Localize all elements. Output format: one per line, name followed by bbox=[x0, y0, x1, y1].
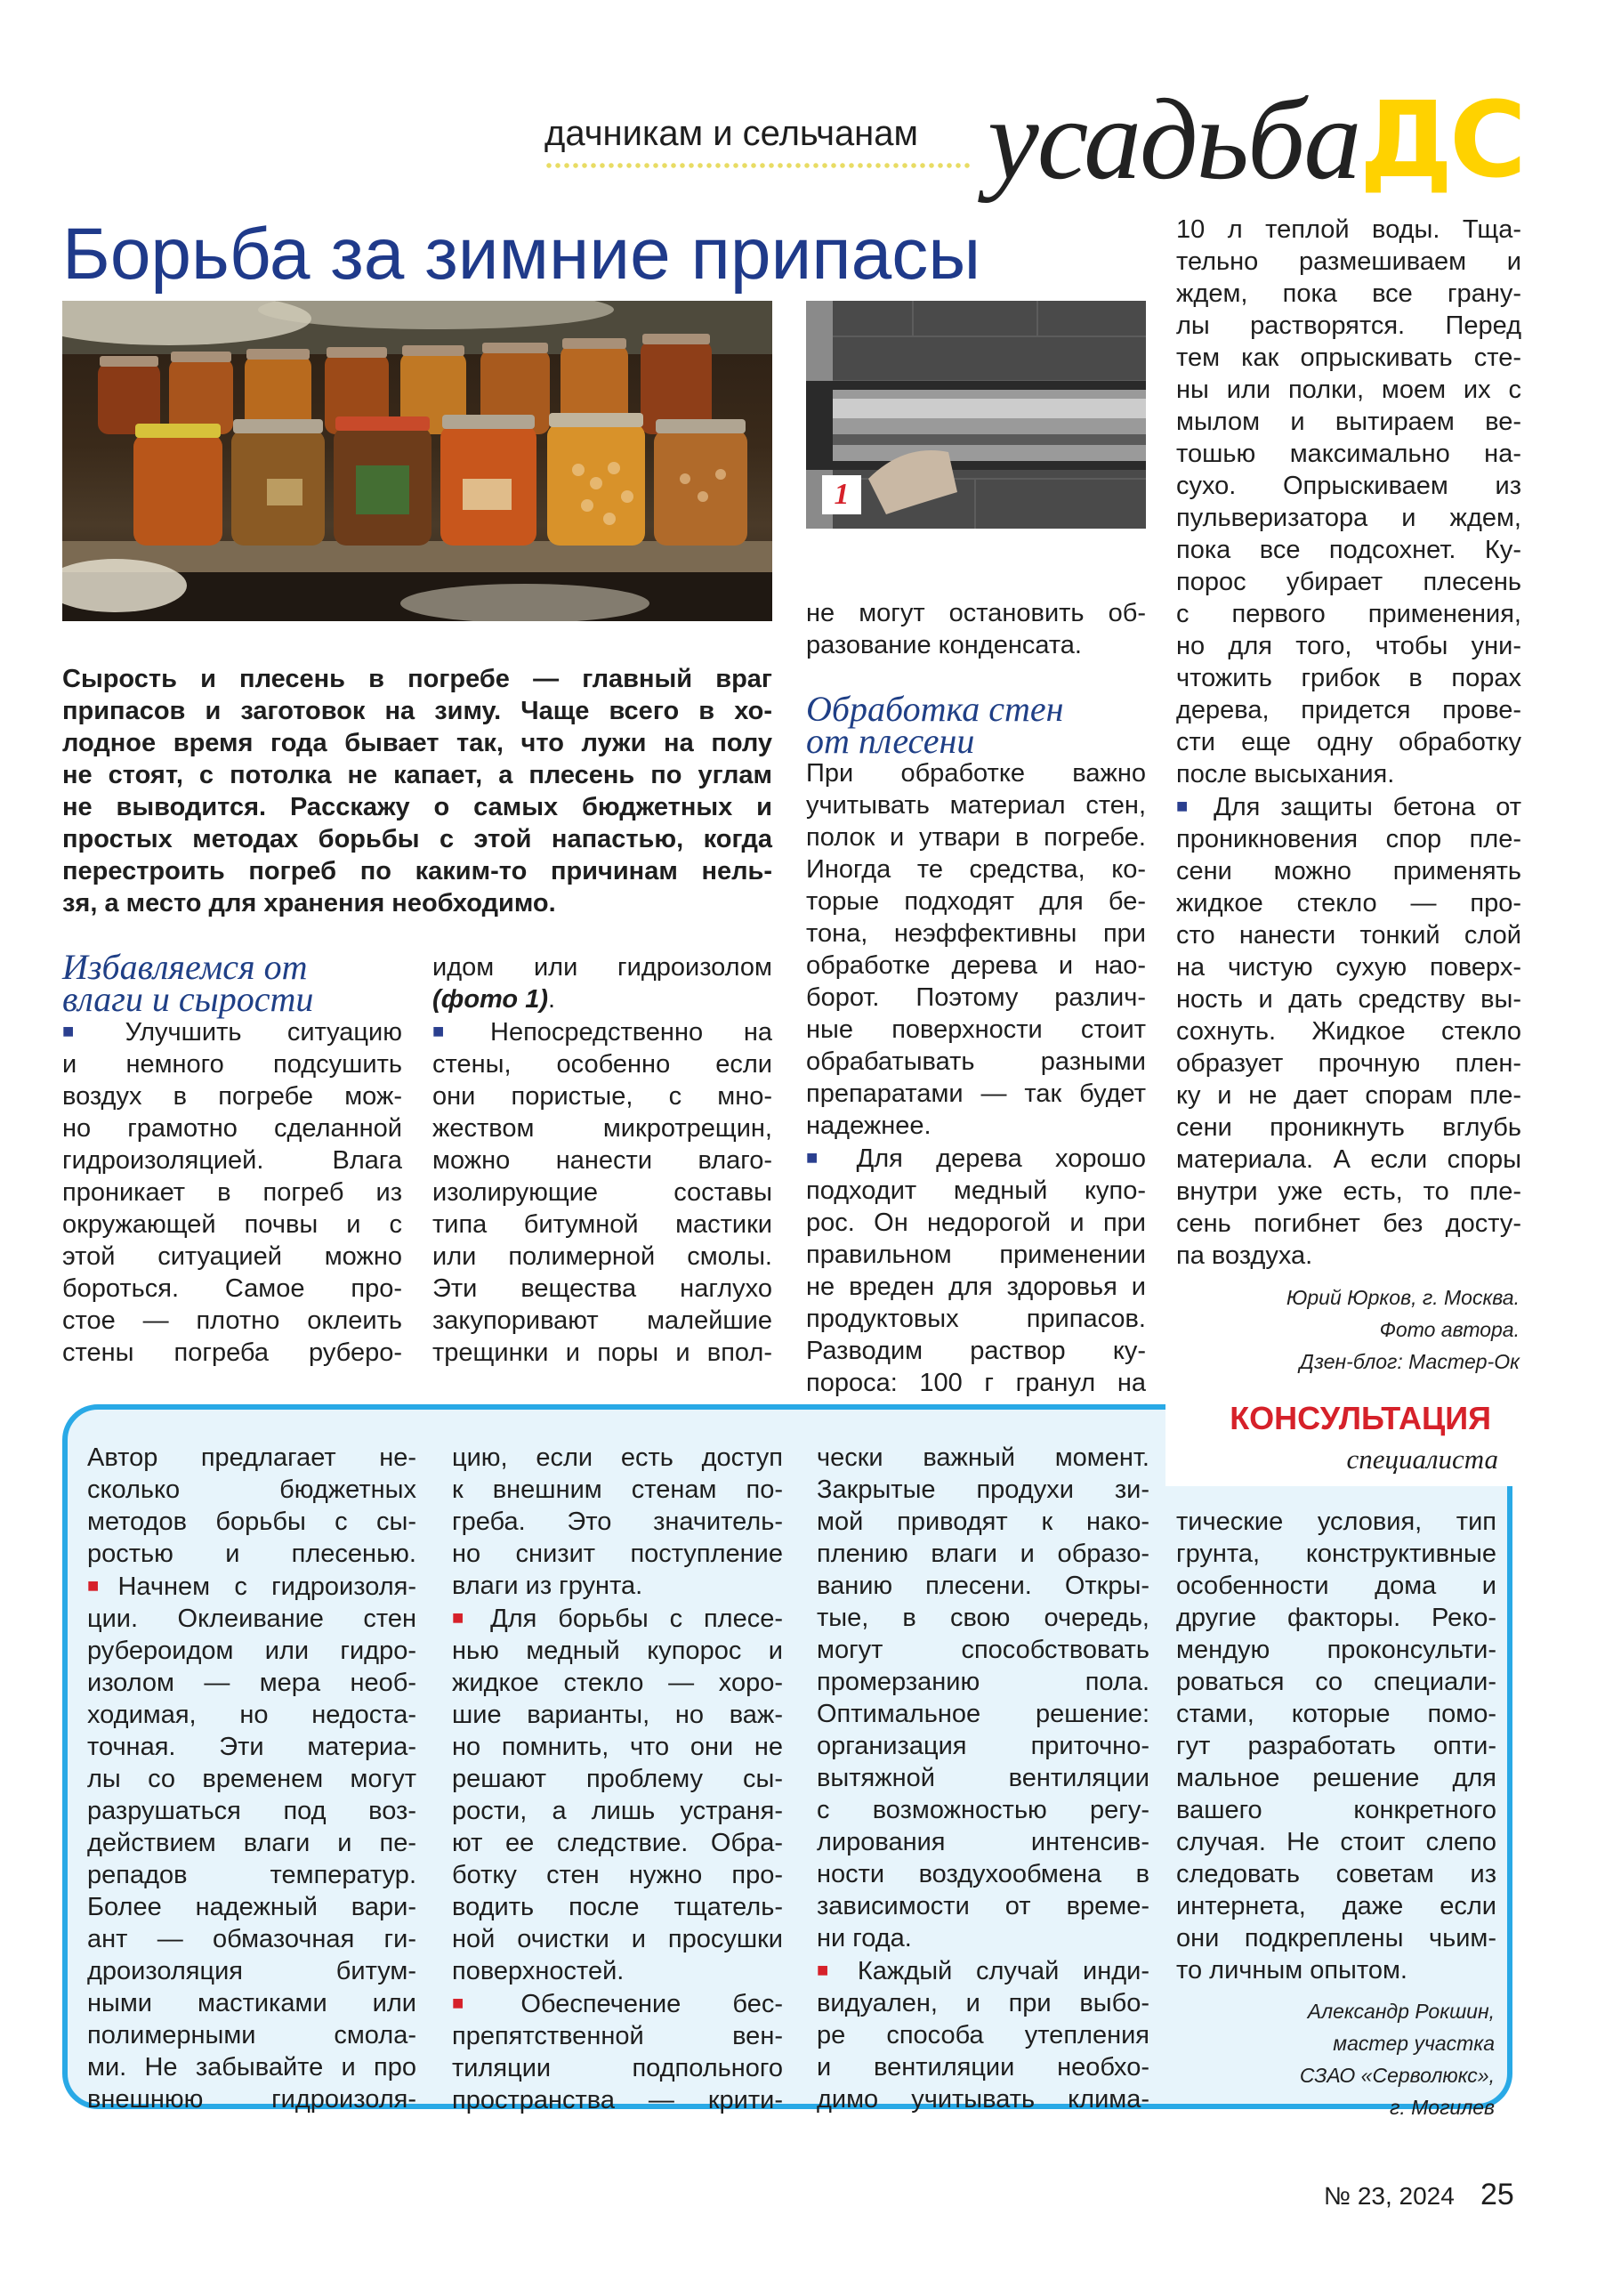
subheading-line: влаги и сырости bbox=[62, 979, 314, 1019]
text-line: окружающей почвы и с bbox=[62, 1210, 402, 1239]
text-line: видуален, и при выбо- bbox=[817, 1989, 1149, 2017]
subheading-moisture bbox=[62, 947, 402, 1019]
text-line: действием влаги и пе- bbox=[87, 1829, 416, 1857]
text-line: не могут остановить об- bbox=[806, 599, 1146, 627]
subheading-line: от плесени bbox=[806, 721, 975, 761]
bullet-square-icon: ■ bbox=[87, 1574, 117, 1597]
signature-expert-role: мастер участка bbox=[1333, 2032, 1495, 2055]
text-line: обработке дерева и нао- bbox=[806, 951, 1146, 980]
text-line: ■ Для борьбы с плесе- bbox=[452, 1605, 784, 1633]
text-line: чески важный момент. bbox=[817, 1443, 1149, 1472]
bullet-square-icon: ■ bbox=[452, 1992, 509, 2014]
text-line: сень погибнет без досту- bbox=[1176, 1209, 1521, 1238]
text-line: Разводим раствор ку- bbox=[806, 1337, 1146, 1365]
consultation-title: КОНСУЛЬТАЦИЯ bbox=[1230, 1400, 1491, 1436]
text-line: сохнуть. Жидкое стекло bbox=[1176, 1017, 1521, 1046]
text-line: гидроизоляцией. Влага bbox=[62, 1146, 402, 1175]
consult-signature bbox=[1176, 1995, 1495, 2123]
text-line: случая. Не стоит слепо bbox=[1176, 1828, 1496, 1856]
article-column-2 bbox=[432, 951, 772, 1369]
text-line: к внешним стенам по- bbox=[452, 1475, 783, 1504]
text-line: решают проблему сы- bbox=[452, 1765, 783, 1793]
signature-expert-city: г. Могилев bbox=[1390, 2096, 1495, 2119]
text-line: изолом — мера необ- bbox=[87, 1669, 416, 1697]
text-line: препаратами — так будет bbox=[806, 1079, 1146, 1108]
text-line: пульверизатора и ждем, bbox=[1176, 504, 1521, 532]
text-line: ант — обмазочная ги- bbox=[87, 1925, 416, 1953]
text-line: пространства — крити- bbox=[452, 2086, 783, 2114]
text-line: методов борьбы с сы- bbox=[87, 1508, 416, 1536]
text-line: жидкое стекло — про- bbox=[1176, 889, 1521, 918]
signature-expert-name: Александр Рокшин, bbox=[1307, 2000, 1495, 2023]
text-line: жидкое стекло — хоро- bbox=[452, 1669, 783, 1697]
text-line: на чистую сухую поверх- bbox=[1176, 953, 1521, 982]
text-line: с возможностью регу- bbox=[817, 1796, 1149, 1824]
text-line: поверхностей. bbox=[452, 1957, 625, 1985]
text-line: борот. Поэтому различ- bbox=[806, 983, 1146, 1012]
consult-column-1 bbox=[87, 1442, 416, 2115]
text-line: ни года. bbox=[817, 1924, 912, 1952]
text-line: и немного подсушить bbox=[62, 1050, 402, 1079]
text-line: ности воздухообмена в bbox=[817, 1860, 1149, 1888]
text-line: (фото 1). bbox=[432, 985, 556, 1014]
text-line: организация приточно- bbox=[817, 1732, 1149, 1760]
text-line: ют ее следствие. Обра- bbox=[452, 1829, 783, 1857]
text-line: идом или гидроизолом bbox=[432, 953, 772, 982]
text-line: ■ Для дерева хорошо bbox=[806, 1144, 1146, 1173]
text-line: материала. А если споры bbox=[1176, 1145, 1521, 1174]
text-line: вытяжной вентиляции bbox=[817, 1764, 1149, 1792]
text-line: рубероидом или гидро- bbox=[87, 1637, 416, 1665]
text-line: нью медный купорос и bbox=[452, 1637, 783, 1665]
consultation-subtitle: специалиста bbox=[1346, 1443, 1498, 1475]
article-column-4 bbox=[1176, 214, 1521, 1272]
text-line: торые подходят для бе- bbox=[806, 887, 1146, 916]
text-line: пороса: 100 г гранул на bbox=[806, 1369, 1146, 1397]
text-line: продуктовых припасов. bbox=[806, 1305, 1146, 1333]
text-line: но грамотно сделанной bbox=[62, 1114, 402, 1143]
text-line: они пористые, с мно- bbox=[432, 1082, 772, 1111]
bullet-square-icon: ■ bbox=[1176, 795, 1202, 817]
text-line: рости, а лишь устраня- bbox=[452, 1797, 783, 1825]
text-line: ■Начнем с гидроизоля- bbox=[87, 1572, 416, 1601]
lead-line: зя, а место для хранения необходимо. bbox=[62, 889, 556, 918]
text-line: ции. Оклеивание стен bbox=[87, 1605, 416, 1633]
text-line: точная. Эти материа- bbox=[87, 1733, 416, 1761]
subheading-mold bbox=[806, 689, 1146, 761]
text-line: ны или полки, моем их с bbox=[1176, 376, 1521, 404]
lead-line: не выводится. Расскажу о самых бюджетных и bbox=[62, 793, 772, 821]
text-line: сени проникнуть вглубь bbox=[1176, 1113, 1521, 1142]
text-line: мой приводят к нако- bbox=[817, 1508, 1149, 1536]
jars-illustration bbox=[62, 301, 772, 621]
subheading-line: Избавляемся от bbox=[62, 947, 308, 987]
text-line: ■ Для защиты бетона от bbox=[1176, 793, 1521, 821]
text-line: интернета, даже если bbox=[1176, 1892, 1496, 1920]
article-title: Борьба за зимние припасы bbox=[62, 214, 981, 295]
text-line: образует прочную плен- bbox=[1176, 1049, 1521, 1078]
text-line: тельно размешиваем и bbox=[1176, 247, 1521, 276]
text-line: сколько бюджетных bbox=[87, 1475, 416, 1504]
consult-column-3 bbox=[817, 1442, 1149, 2115]
photo-reference: (фото 1) bbox=[432, 985, 548, 1014]
text-line: димо учитывать клима- bbox=[817, 2085, 1149, 2114]
text-line: греба. Это значитель- bbox=[452, 1508, 783, 1536]
article-signature bbox=[1176, 1281, 1520, 1378]
text-line: ■ Улучшить ситуацию bbox=[62, 1018, 402, 1047]
text-line: промерзанию пола. bbox=[817, 1668, 1149, 1696]
text-line: Автор предлагает не- bbox=[87, 1443, 416, 1472]
text-line: или полимерной смолы. bbox=[432, 1242, 772, 1271]
text-line: порос убирает плесень bbox=[1176, 568, 1521, 596]
consult-column-4 bbox=[1176, 1506, 1496, 1986]
text-line: мылом и вытираем ве- bbox=[1176, 408, 1521, 436]
text-line: шие варианты, но важ- bbox=[452, 1701, 783, 1729]
text-line: зависимости от време- bbox=[817, 1892, 1149, 1920]
text-line: ■ Каждый случай инди- bbox=[817, 1957, 1149, 1985]
text-line: ходимая, но недоста- bbox=[87, 1701, 416, 1729]
text-line: ми. Не забывайте и про bbox=[87, 2053, 416, 2082]
page-number: 25 bbox=[1480, 2178, 1514, 2211]
text-line: мальное решение для bbox=[1176, 1764, 1496, 1792]
text-line: полок и утвари в погребе. bbox=[806, 823, 1146, 852]
text-line: ными мастиками или bbox=[87, 1989, 416, 2017]
text-line: этой ситуацией можно bbox=[62, 1242, 402, 1271]
text-line: можно нанести влаго- bbox=[432, 1146, 772, 1175]
text-line: Оптимальное решение: bbox=[817, 1700, 1149, 1728]
text-line: но снизит поступление bbox=[452, 1540, 783, 1568]
text-line: ■ Непосредственно на bbox=[432, 1018, 772, 1047]
text-line: тона, неэффективны при bbox=[806, 919, 1146, 948]
text-line: не вреден для здоровья и bbox=[806, 1273, 1146, 1301]
text-line: плению влаги и образо- bbox=[817, 1540, 1149, 1568]
text-line: трещинки и поры и впол- bbox=[432, 1338, 772, 1367]
text-line: стое — плотно оклеить bbox=[62, 1306, 402, 1335]
text-line: Более надежный вари- bbox=[87, 1893, 416, 1921]
text-line: сухо. Опрыскиваем из bbox=[1176, 472, 1521, 500]
text-line: лирования интенсив- bbox=[817, 1828, 1149, 1856]
photo-1 bbox=[806, 301, 1146, 529]
text-line: внутри уже есть, то пле- bbox=[1176, 1177, 1521, 1206]
lead-line: простых методах борьбы с этой напастью, когда bbox=[62, 825, 772, 853]
text-line: внешнюю гидроизоля- bbox=[87, 2085, 416, 2114]
text-line: разрушаться под воз- bbox=[87, 1797, 416, 1825]
signature-photo-credit: Фото автора. bbox=[1379, 1318, 1520, 1341]
text-line: тые, в свою очередь, bbox=[817, 1604, 1149, 1632]
text-line: но помнить, что они не bbox=[452, 1733, 783, 1761]
text-line: цию, если есть доступ bbox=[452, 1443, 783, 1472]
text-line: они подкреплены чьим- bbox=[1176, 1924, 1496, 1952]
jars-photo bbox=[62, 301, 772, 621]
text-line: гут разработать опти- bbox=[1176, 1732, 1496, 1760]
text-line: па воздуха. bbox=[1176, 1241, 1313, 1270]
text-line: тем как опрыскивать сте- bbox=[1176, 344, 1521, 372]
text-line: препятственной вен- bbox=[452, 2022, 783, 2050]
text-line: рос. Он недорогой и при bbox=[806, 1209, 1146, 1237]
text-line: могут способствовать bbox=[817, 1636, 1149, 1664]
subheading-line: Обработка стен bbox=[806, 689, 1064, 729]
lead-line: перестроить погреб по каким-то причинам нель- bbox=[62, 857, 772, 885]
text-line: ванию плесени. Откры- bbox=[817, 1572, 1149, 1600]
text-line: сени можно применять bbox=[1176, 857, 1521, 885]
text-line: изолирующие составы bbox=[432, 1178, 772, 1207]
text-line: с первого применения, bbox=[1176, 600, 1521, 628]
text-line: сти еще одну обработку bbox=[1176, 728, 1521, 756]
lead-line: Сырость и плесень в погребе — главный враг bbox=[62, 665, 772, 693]
text-line: особенности дома и bbox=[1176, 1572, 1496, 1600]
photo-number: 1 bbox=[822, 475, 861, 514]
lead-line: припасов и заготовок на зиму. Чаще всего в хо- bbox=[62, 697, 772, 725]
text-line: грунта, конструктивные bbox=[1176, 1540, 1496, 1568]
article-column-1 bbox=[62, 947, 402, 1369]
text-line: ной очистки и просушки bbox=[452, 1925, 783, 1953]
text-line: тические условия, тип bbox=[1176, 1508, 1496, 1536]
text-line: водить после тщатель- bbox=[452, 1893, 783, 1921]
text-line: При обработке важно bbox=[806, 759, 1146, 788]
section-kicker: дачникам и сельчанам bbox=[544, 114, 919, 153]
text-line: вашего конкретного bbox=[1176, 1796, 1496, 1824]
text-line: полимерными смола- bbox=[87, 2021, 416, 2049]
text-line: закупоривают малейшие bbox=[432, 1306, 772, 1335]
text-line: репадов температур. bbox=[87, 1861, 416, 1889]
bullet-square-icon: ■ bbox=[62, 1020, 113, 1042]
lead-line: лодное время года бывает так, что лужи на полу bbox=[62, 729, 772, 757]
text-line: роваться со специали- bbox=[1176, 1668, 1496, 1696]
text-line: влаги из грунта. bbox=[452, 1572, 643, 1600]
text-line: учитывать материал стен, bbox=[806, 791, 1146, 820]
bullet-square-icon: ■ bbox=[452, 1606, 479, 1629]
text-line: ждем, пока все грану- bbox=[1176, 279, 1521, 308]
signature-blog: Дзен-блог: Мастер-Ок bbox=[1299, 1350, 1520, 1373]
article-lead bbox=[62, 663, 772, 919]
ds-logo: ДС bbox=[1359, 78, 1523, 201]
text-line: ■ Обеспечение бес- bbox=[452, 1990, 783, 2018]
bullet-square-icon: ■ bbox=[432, 1020, 478, 1042]
bullet-square-icon: ■ bbox=[806, 1146, 844, 1168]
text-line: надежнее. bbox=[806, 1112, 932, 1140]
text-line: ростью и плесенью. bbox=[87, 1540, 416, 1568]
text-line: проникновения спор пле- bbox=[1176, 825, 1521, 853]
text-line: тошью максимально на- bbox=[1176, 440, 1521, 468]
text-line: лы растворятся. Перед bbox=[1176, 311, 1521, 340]
text-line: проникает в погреб из bbox=[62, 1178, 402, 1207]
text-line: но для того, чтобы уни- bbox=[1176, 632, 1521, 660]
text-line: следовать советам из bbox=[1176, 1860, 1496, 1888]
text-line: Закрытые продухи зи- bbox=[817, 1475, 1149, 1504]
text-line: Иногда те средства, ко- bbox=[806, 855, 1146, 884]
text-line: ре способа утепления bbox=[817, 2021, 1149, 2049]
text-line: мендую проконсульти- bbox=[1176, 1636, 1496, 1664]
signature-expert-company: СЗАО «Серволюкс», bbox=[1299, 2064, 1495, 2087]
text-line: лы со временем могут bbox=[87, 1765, 416, 1793]
text-line: другие факторы. Реко- bbox=[1176, 1604, 1496, 1632]
bullet-square-icon: ■ bbox=[817, 1959, 845, 1981]
text-line: чтожить грибок в порах bbox=[1176, 664, 1521, 692]
text-line: типа битумной мастики bbox=[432, 1210, 772, 1239]
text-line: после высыхания. bbox=[1176, 760, 1395, 788]
text-line: и вентиляции необхо- bbox=[817, 2053, 1149, 2082]
section-title: усадьба bbox=[988, 76, 1360, 204]
text-line: стами, которые помо- bbox=[1176, 1700, 1496, 1728]
article-column-3 bbox=[806, 597, 1146, 1399]
text-line: сто нанести тонкий слой bbox=[1176, 921, 1521, 950]
text-line: то личным опытом. bbox=[1176, 1956, 1407, 1985]
text-line: обрабатывать разными bbox=[806, 1047, 1146, 1076]
text-line: стены, особенно если bbox=[432, 1050, 772, 1079]
text-line: ботку стен нужно про- bbox=[452, 1861, 783, 1889]
text-line: 10 л теплой воды. Тща- bbox=[1176, 215, 1521, 244]
section-kicker-underline bbox=[544, 162, 972, 169]
text-line: правильном применении bbox=[806, 1241, 1146, 1269]
text-line: разование конденсата. bbox=[806, 631, 1082, 659]
text-line: ку и не дает спорам пле- bbox=[1176, 1081, 1521, 1110]
lead-line: не стоят, с потолка не капает, а плесень по углам bbox=[62, 761, 772, 789]
text-line: воздух в погребе мож- bbox=[62, 1082, 402, 1111]
text-line: пока все подсохнет. Ку- bbox=[1176, 536, 1521, 564]
text-line: дроизоляция битум- bbox=[87, 1957, 416, 1985]
text-line: тиляции подпольного bbox=[452, 2054, 783, 2082]
consult-column-2 bbox=[452, 1442, 783, 2116]
issue-number: № 23, 2024 bbox=[1324, 2182, 1455, 2210]
consultation-header bbox=[1165, 1385, 1525, 1486]
text-line: бороться. Самое про- bbox=[62, 1274, 402, 1303]
text-line: дерева, придется прове- bbox=[1176, 696, 1521, 724]
text-line: Эти вещества наглухо bbox=[432, 1274, 772, 1303]
text-line: ность и дать средству вы- bbox=[1176, 985, 1521, 1014]
text-line: ные поверхности стоит bbox=[806, 1015, 1146, 1044]
text-line: жеством микротрещин, bbox=[432, 1114, 772, 1143]
signature-author: Юрий Юрков, г. Москва. bbox=[1286, 1286, 1520, 1309]
text-line: подходит медный купо- bbox=[806, 1176, 1146, 1205]
text-line: стены погреба руберо- bbox=[62, 1338, 402, 1367]
